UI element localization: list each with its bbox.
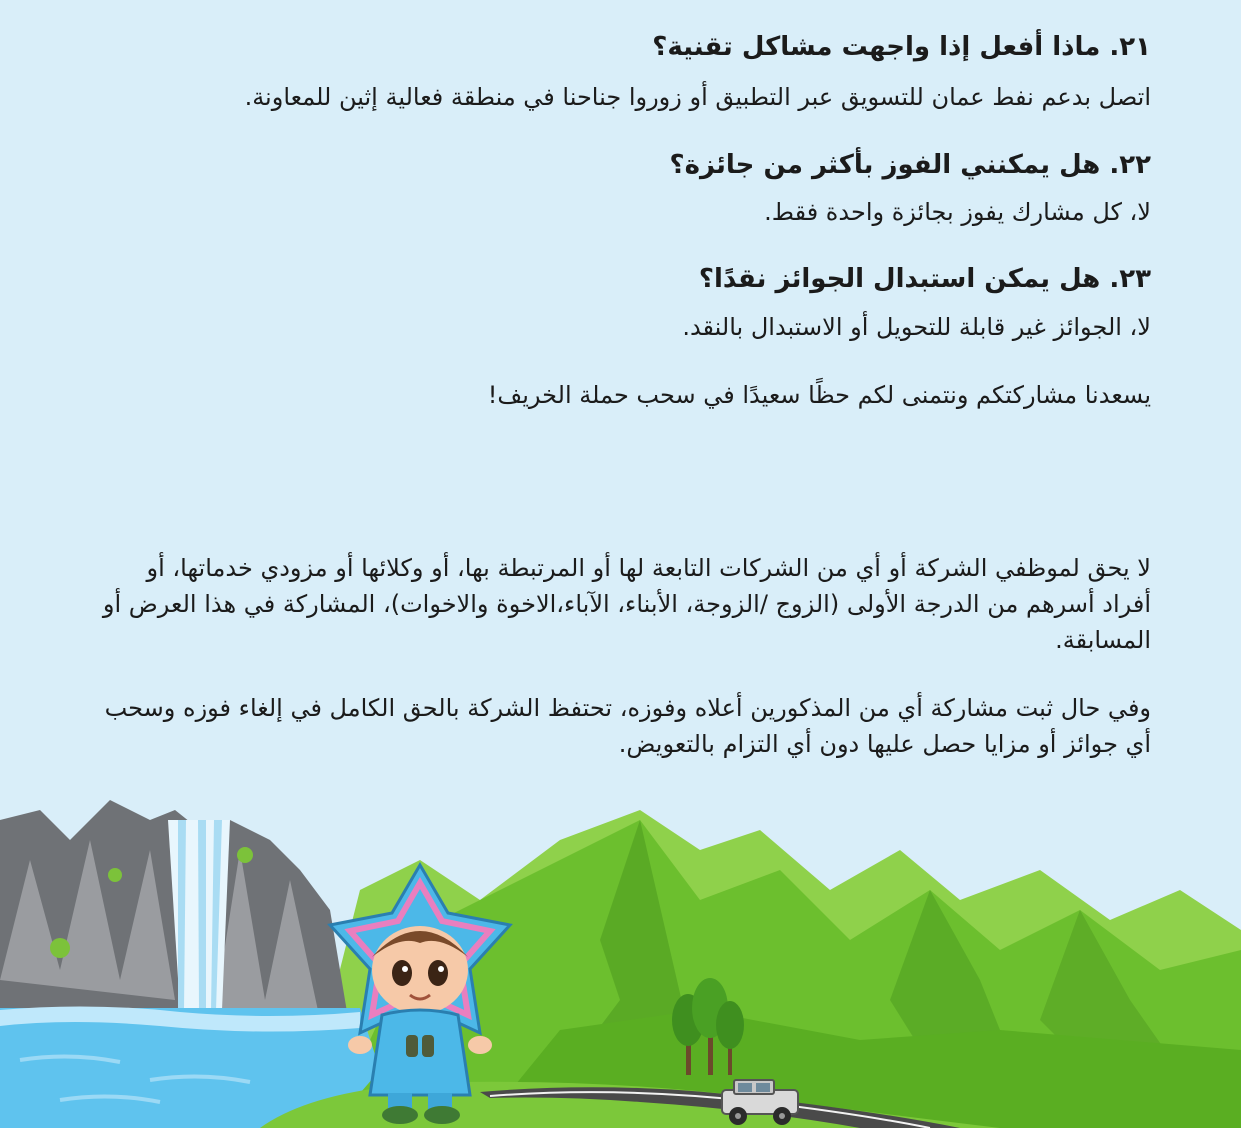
disclaimer-paragraph-1: لا يحق لموظفي الشركة أو أي من الشركات التابعة لها أو المرتبطة بها، أو وكلائها أو مزودي خدماتها، أو أفراد أسرهم من الدرجة الأولى (الزوج /الزوجة، الأبناء، الآباء،الاخوة والاخوات)، المشاركة في هذا العرض أو المسابقة. (102, 554, 1151, 654)
faq-answer-22: لا، كل مشارك يفوز بجائزة واحدة فقط. (764, 198, 1151, 226)
faq-answer-23: لا، الجوائز غير قابلة للتحويل أو الاستبدال بالنقد. (682, 313, 1151, 341)
faq-question-21: ٢١. ماذا أفعل إذا واجهت مشاكل تقنية؟ (652, 32, 1151, 62)
faq-question-23: ٢٣. هل يمكن استبدال الجوائز نقدًا؟ (698, 264, 1151, 294)
faq-question-22: ٢٢. هل يمكنني الفوز بأكثر من جائزة؟ (669, 150, 1151, 180)
disclaimer-paragraph-2: وفي حال ثبت مشاركة أي من المذكورين أعلاه وفوزه، تحتفظ الشركة بالحق الكامل في إلغاء فوزه وسحب أي جوائز أو مزايا حصل عليها دون أي التزام بالتعويض. (104, 694, 1151, 758)
closing-message: يسعدنا مشاركتكم ونتمنى لكم حظًا سعيدًا في سحب حملة الخريف! (487, 381, 1151, 409)
faq-answer-21: اتصل بدعم نفط عمان للتسويق عبر التطبيق أو زوروا جناحنا في منطقة فعالية إثين للمعاونة. (244, 83, 1151, 111)
landscape-illustration (0, 780, 1241, 1128)
